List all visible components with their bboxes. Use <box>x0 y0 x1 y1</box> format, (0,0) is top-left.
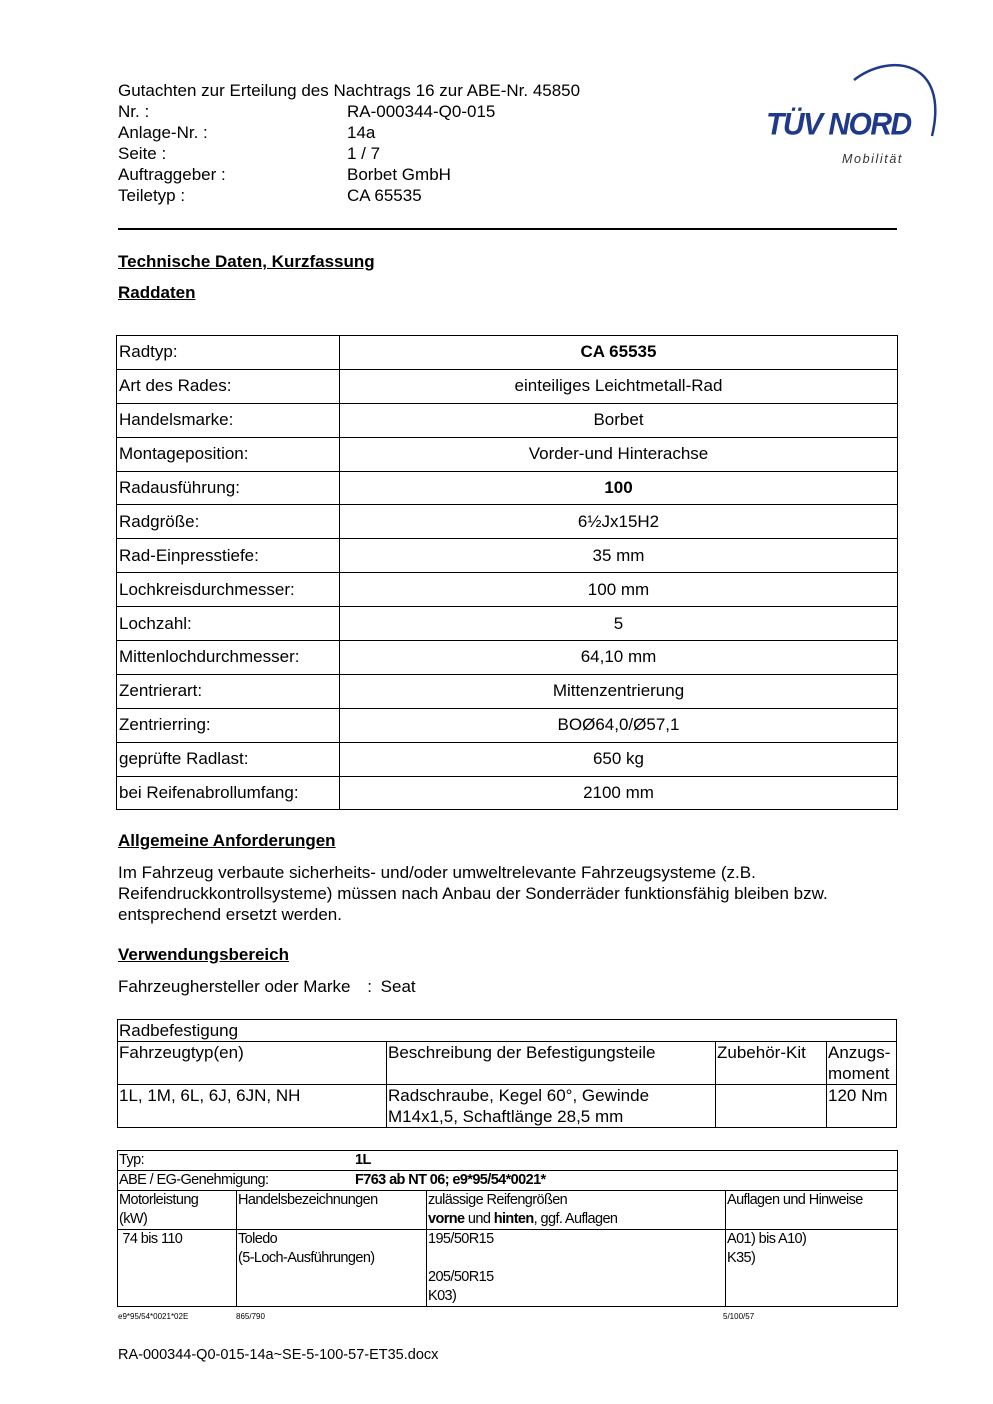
raddaten-value: 35 mm <box>340 539 898 573</box>
heading-allgemeine-anforderungen: Allgemeine Anforderungen <box>118 831 336 850</box>
table-row <box>117 539 898 573</box>
table-row <box>117 369 898 403</box>
header-und: und <box>464 1211 494 1227</box>
header-auflagen-suffix: , ggf. Auflagen <box>533 1211 618 1227</box>
table-row <box>117 437 898 471</box>
heading-raddaten: Raddaten <box>118 283 196 302</box>
logo-wordmark: TÜV NORD <box>766 107 911 142</box>
abe-label: ABE / EG-Genehmigung: <box>119 1172 269 1188</box>
column-header-auflagen: Auflagen und Hinweise <box>726 1191 898 1230</box>
typ-table-footnote <box>118 1312 898 1324</box>
table-row <box>118 1020 897 1042</box>
header-line <box>428 1210 724 1229</box>
table-row <box>117 607 898 641</box>
fahrzeughersteller-separator: : <box>367 977 372 996</box>
raddaten-label: Rad-Einpresstiefe: <box>117 539 340 573</box>
header-value: Borbet GmbH <box>347 165 451 184</box>
header-row-seite <box>118 143 678 164</box>
typ-value: 1L <box>355 1152 371 1168</box>
fahrzeughersteller-label: Fahrzeughersteller oder Marke <box>118 977 351 996</box>
cell-line: A01) bis A10) <box>727 1231 807 1247</box>
raddaten-label: bei Reifenabrollumfang: <box>117 776 340 810</box>
fahrzeughersteller-line <box>118 977 416 997</box>
cell-line: Radschraube, Kegel 60°, Gewinde <box>388 1086 650 1105</box>
table-row <box>118 1151 898 1171</box>
abe-row <box>118 1171 898 1191</box>
heading-technische-daten: Technische Daten, Kurzfassung <box>118 252 375 271</box>
document-filename-footer: RA-000344-Q0-015-14a~SE-5-100-57-ET35.docx <box>118 1347 439 1363</box>
cell-zubehoer-kit <box>716 1085 827 1128</box>
logo-subtitle: Mobilität <box>842 152 903 166</box>
cell-motorleistung: 74 bis 110 <box>118 1230 237 1307</box>
header-value: CA 65535 <box>347 186 422 205</box>
raddaten-value: Mittenzentrierung <box>340 674 898 708</box>
header-line: zulässige Reifengrößen <box>428 1192 568 1208</box>
header-row-auftraggeber <box>118 164 678 185</box>
raddaten-label: Radausführung: <box>117 471 340 505</box>
cell-line <box>428 1249 724 1268</box>
header-line: moment <box>828 1064 890 1083</box>
raddaten-label: Lochkreisdurchmesser: <box>117 573 340 607</box>
header-row-nr <box>118 101 678 122</box>
cell-line: K03) <box>428 1288 457 1304</box>
paragraph-line: Im Fahrzeug verbaute sicherheits- und/oder umweltrelevante Fahrzeugsysteme (z.B. <box>118 863 756 882</box>
raddaten-value: BOØ64,0/Ø57,1 <box>340 708 898 742</box>
raddaten-value: 64,10 mm <box>340 641 898 675</box>
table-row <box>118 1085 897 1128</box>
column-header-handelsbezeichnungen: Handelsbezeichnungen <box>237 1191 427 1230</box>
column-header-anzugsmoment <box>827 1042 897 1085</box>
table-row <box>117 708 898 742</box>
raddaten-label: Handelsmarke: <box>117 403 340 437</box>
radbefestigung-title: Radbefestigung <box>118 1020 897 1042</box>
footnote-genehmigung: e9*95/54*0021*02E <box>118 1312 189 1321</box>
cell-line: K35) <box>727 1250 756 1266</box>
raddaten-value: einteiliges Leichtmetall-Rad <box>340 369 898 403</box>
raddaten-value: 5 <box>340 607 898 641</box>
cell-handelsbezeichnung <box>237 1230 427 1307</box>
cell-anzugsmoment: 120 Nm <box>827 1085 897 1128</box>
raddaten-label: Mittenlochdurchmesser: <box>117 641 340 675</box>
table-header-row <box>118 1191 898 1230</box>
header-divider <box>118 228 897 230</box>
raddaten-label: geprüfte Radlast: <box>117 742 340 776</box>
raddaten-value: 6½Jx15H2 <box>340 505 898 539</box>
cell-line: (5-Loch-Ausführungen) <box>238 1250 375 1266</box>
raddaten-label: Zentrierart: <box>117 674 340 708</box>
raddaten-value: 100 mm <box>340 573 898 607</box>
raddaten-label: Lochzahl: <box>117 607 340 641</box>
table-header-row <box>118 1042 897 1085</box>
column-header-reifengroessen <box>427 1191 726 1230</box>
table-row <box>117 776 898 810</box>
raddaten-value: Vorder-und Hinterachse <box>340 437 898 471</box>
header-label: Teiletyp : <box>118 186 186 205</box>
header-line: Anzugs- <box>828 1043 891 1062</box>
raddaten-label: Zentrierring: <box>117 708 340 742</box>
header-value: RA-000344-Q0-015 <box>347 102 496 121</box>
header-label: Anlage-Nr. : <box>118 123 208 142</box>
raddaten-label: Radgröße: <box>117 505 340 539</box>
table-row <box>117 641 898 675</box>
table-row <box>117 674 898 708</box>
header-label: Auftraggeber : <box>118 165 226 184</box>
cell-line: Toledo <box>238 1231 278 1247</box>
radbefestigung-table <box>117 1019 897 1128</box>
table-row <box>117 573 898 607</box>
raddaten-value: 100 <box>340 471 898 505</box>
header-label: Seite : <box>118 144 167 163</box>
footnote-auflagen: 5/100/57 <box>723 1312 755 1321</box>
header-line: (kW) <box>119 1211 148 1227</box>
cell-beschreibung <box>387 1085 716 1128</box>
typ-table <box>117 1150 898 1307</box>
header-value: 1 / 7 <box>347 144 381 163</box>
cell-fahrzeugtyp: 1L, 1M, 6L, 6J, 6JN, NH <box>118 1085 387 1128</box>
typ-row <box>118 1151 898 1171</box>
paragraph-line: entsprechend ersetzt werden. <box>118 905 342 924</box>
cell-reifengroessen <box>427 1230 726 1307</box>
column-header-motorleistung <box>118 1191 237 1230</box>
raddaten-label: Radtyp: <box>117 336 340 370</box>
header-vorne: vorne <box>428 1211 465 1227</box>
header-row-anlage <box>118 122 678 143</box>
raddaten-table <box>116 335 898 810</box>
cell-line: M14x1,5, Schaftlänge 28,5 mm <box>388 1107 624 1126</box>
column-header-fahrzeugtyp: Fahrzeugtyp(en) <box>118 1042 387 1085</box>
header-value: 14a <box>347 123 376 142</box>
header-line: Motorleistung <box>119 1192 199 1208</box>
raddaten-label: Art des Rades: <box>117 369 340 403</box>
allgemeine-paragraph <box>118 862 898 925</box>
paragraph-line: Reifendruckkontrollsysteme) müssen nach Anbau der Sonderräder funktionsfähig bleiben bzw. <box>118 884 828 903</box>
raddaten-value: Borbet <box>340 403 898 437</box>
footnote-handel: 865/790 <box>236 1312 265 1321</box>
table-row <box>117 403 898 437</box>
document-header <box>118 80 678 206</box>
fahrzeughersteller-value: Seat <box>380 977 416 996</box>
raddaten-value: CA 65535 <box>340 336 898 370</box>
column-header-beschreibung: Beschreibung der Befestigungsteile <box>387 1042 716 1085</box>
header-label: Nr. : <box>118 102 150 121</box>
typ-label: Typ: <box>119 1152 144 1168</box>
raddaten-label: Montageposition: <box>117 437 340 471</box>
heading-verwendungsbereich: Verwendungsbereich <box>118 945 289 964</box>
header-row-teiletyp <box>118 185 678 206</box>
raddaten-value: 2100 mm <box>340 776 898 810</box>
table-row <box>117 742 898 776</box>
table-row <box>117 336 898 370</box>
table-row <box>118 1230 898 1307</box>
header-hinten: hinten <box>493 1211 534 1227</box>
cell-line: 205/50R15 <box>428 1269 494 1285</box>
abe-value: F763 ab NT 06; e9*95/54*0021* <box>355 1172 546 1188</box>
document-title: Gutachten zur Erteilung des Nachtrags 16 zur ABE-Nr. 45850 <box>118 81 581 100</box>
raddaten-value: 650 kg <box>340 742 898 776</box>
table-row <box>118 1171 898 1191</box>
tuev-nord-logo <box>760 56 940 171</box>
cell-auflagen <box>726 1230 898 1307</box>
table-row <box>117 505 898 539</box>
column-header-zubehoer-kit: Zubehör-Kit <box>716 1042 827 1085</box>
table-row <box>117 471 898 505</box>
cell-line: 195/50R15 <box>428 1231 494 1247</box>
